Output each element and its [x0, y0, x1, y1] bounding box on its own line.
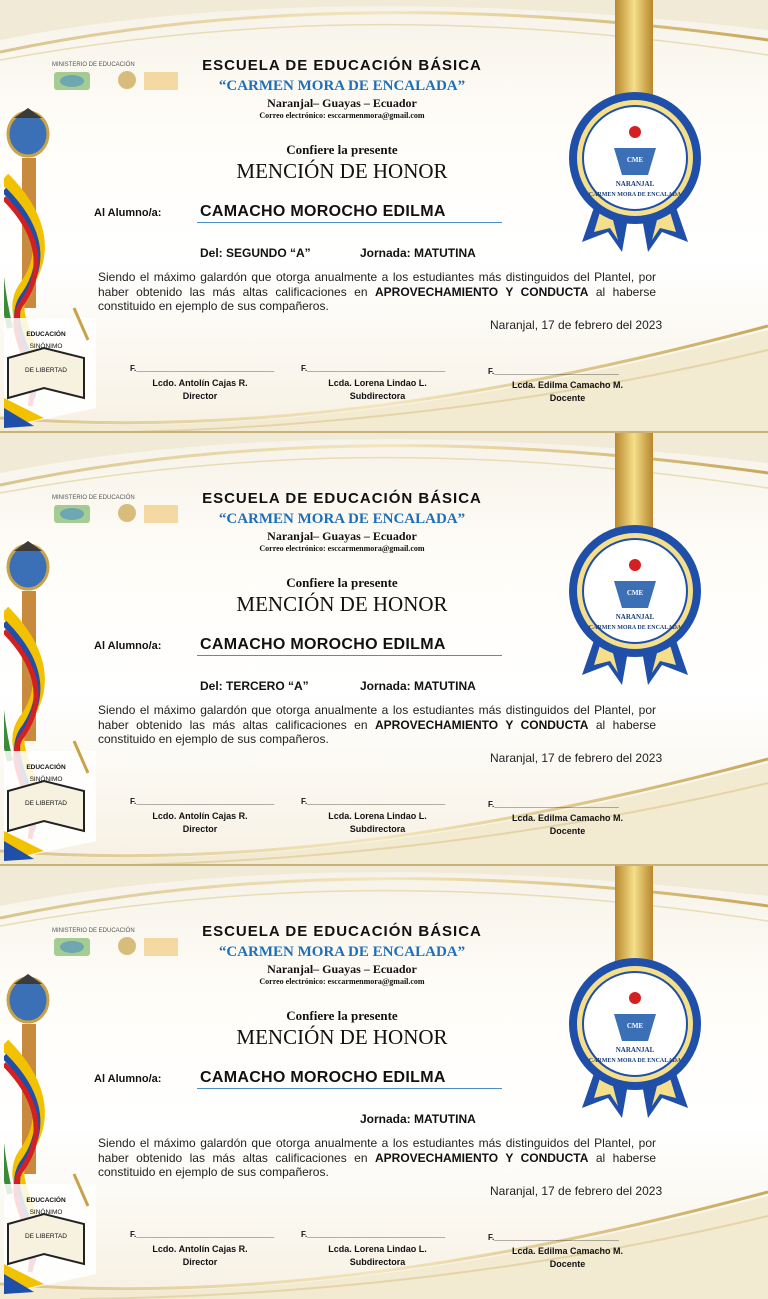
signature-line-subdirector: F._______________________________	[301, 1230, 446, 1239]
svg-text:CME: CME	[626, 1022, 644, 1030]
signature-director: Lcdo. Antolín Cajas R. Director	[152, 1244, 248, 1267]
svg-text:NARANJAL: NARANJAL	[615, 1046, 655, 1054]
confiere-text: Confiere la presente	[286, 142, 398, 157]
course-grade: Del: TERCERO “A”	[200, 679, 309, 693]
student-name: CAMACHO MOROCHO EDILMA	[200, 1069, 446, 1086]
signature-line-subdirector: F._______________________________	[301, 797, 446, 806]
student-name: CAMACHO MOROCHO EDILMA	[200, 203, 446, 220]
svg-text:EDUCACIÓN: EDUCACIÓN	[26, 764, 66, 771]
issue-date: Naranjal, 17 de febrero del 2023	[490, 751, 663, 765]
signature-line-teacher: F.____________________________	[488, 367, 619, 376]
signature-teacher: Lcda. Edilma Camacho M. Docente	[511, 813, 624, 836]
student-name: CAMACHO MOROCHO EDILMA	[200, 636, 446, 653]
honor-medal	[560, 866, 710, 1126]
school-name: “CARMEN MORA DE ENCALADA”	[218, 511, 466, 527]
svg-text:NARANJAL: NARANJAL	[615, 613, 655, 621]
signature-line-teacher: F.____________________________	[488, 1233, 619, 1242]
honor-medal	[560, 0, 710, 260]
shift: Jornada: MATUTINA	[360, 246, 476, 260]
svg-text:MINISTERIO DE EDUCACIÓN: MINISTERIO DE EDUCACIÓN	[52, 62, 135, 68]
signature-director: Lcdo. Antolín Cajas R. Director	[152, 811, 248, 834]
award-body: Siendo el máximo galardón que otorga anualmente a los estudiantes más distinguidos del Plantel, por haber obtenido las más altas calificaciones en APROVECHAMIENTO Y CONDUCTA al haberse constituido en ejemplo de sus compañeros.	[98, 1136, 656, 1179]
honor-medal	[560, 433, 710, 693]
shift: Jornada: MATUTINA	[360, 679, 476, 693]
school-email: Correo electrónico: esccarmenmora@gmail.com	[259, 544, 425, 553]
shift: Jornada: MATUTINA	[360, 1112, 476, 1126]
svg-text:SINÓNIMO: SINÓNIMO	[29, 1209, 63, 1216]
student-label: Al Alumno/a:	[94, 1073, 162, 1085]
school-location: Naranjal– Guayas – Ecuador	[267, 96, 417, 110]
svg-text:EDUCACIÓN: EDUCACIÓN	[26, 1197, 66, 1204]
award-body: Siendo el máximo galardón que otorga anualmente a los estudiantes más distinguidos del Plantel, por haber obtenido las más altas calificaciones en APROVECHAMIENTO Y CONDUCTA al haberse constituido en ejemplo de sus compañeros.	[98, 270, 656, 313]
school-email: Correo electrónico: esccarmenmora@gmail.com	[259, 977, 425, 986]
signature-director: Lcdo. Antolín Cajas R. Director	[152, 378, 248, 401]
confiere-text: Confiere la presente	[286, 575, 398, 590]
signature-line-director: F._______________________________	[130, 364, 275, 373]
svg-text:NARANJAL: NARANJAL	[615, 180, 655, 188]
signature-subdirector: Lcda. Lorena Lindao L. Subdirectora	[328, 1244, 427, 1267]
confiere-text: Confiere la presente	[286, 1008, 398, 1023]
certificate	[0, 0, 768, 433]
signature-line-director: F._______________________________	[130, 1230, 275, 1239]
svg-text:MINISTERIO DE EDUCACIÓN: MINISTERIO DE EDUCACIÓN	[52, 495, 135, 501]
school-location: Naranjal– Guayas – Ecuador	[267, 962, 417, 976]
svg-text:CME: CME	[626, 156, 644, 164]
school-title: ESCUELA DE EDUCACIÓN BÁSICA	[202, 57, 482, 74]
svg-text:MINISTERIO DE EDUCACIÓN: MINISTERIO DE EDUCACIÓN	[52, 928, 135, 934]
signature-subdirector: Lcda. Lorena Lindao L. Subdirectora	[328, 811, 427, 834]
signature-teacher: Lcda. Edilma Camacho M. Docente	[511, 380, 624, 403]
award-title: MENCIÓN DE HONOR	[236, 1025, 448, 1049]
student-name-underline	[197, 222, 502, 223]
svg-text:CARMEN MORA DE ENCALADA: CARMEN MORA DE ENCALADA	[588, 192, 682, 198]
certificate	[0, 433, 768, 866]
svg-text:DE LIBERTAD: DE LIBERTAD	[24, 800, 68, 807]
issue-date: Naranjal, 17 de febrero del 2023	[490, 1184, 663, 1198]
school-location: Naranjal– Guayas – Ecuador	[267, 529, 417, 543]
school-name: “CARMEN MORA DE ENCALADA”	[218, 944, 466, 960]
issue-date: Naranjal, 17 de febrero del 2023	[490, 318, 663, 332]
course-grade: Del: SEGUNDO “A”	[200, 246, 311, 260]
school-title: ESCUELA DE EDUCACIÓN BÁSICA	[202, 490, 482, 507]
svg-text:SINÓNIMO: SINÓNIMO	[29, 343, 63, 350]
award-body: Siendo el máximo galardón que otorga anualmente a los estudiantes más distinguidos del Plantel, por haber obtenido las más altas calificaciones en APROVECHAMIENTO Y CONDUCTA al haberse constituido en ejemplo de sus compañeros.	[98, 703, 656, 746]
svg-text:CARMEN MORA DE ENCALADA: CARMEN MORA DE ENCALADA	[588, 1058, 682, 1064]
svg-text:CME: CME	[626, 589, 644, 597]
svg-text:EDUCACIÓN: EDUCACIÓN	[26, 331, 66, 338]
award-title: MENCIÓN DE HONOR	[236, 592, 448, 616]
svg-text:SINÓNIMO: SINÓNIMO	[29, 776, 63, 783]
student-label: Al Alumno/a:	[94, 207, 162, 219]
certificate	[0, 866, 768, 1299]
school-title: ESCUELA DE EDUCACIÓN BÁSICA	[202, 923, 482, 940]
signature-subdirector: Lcda. Lorena Lindao L. Subdirectora	[328, 378, 427, 401]
svg-text:DE LIBERTAD: DE LIBERTAD	[24, 1233, 68, 1240]
award-title: MENCIÓN DE HONOR	[236, 159, 448, 183]
student-name-underline	[197, 1088, 502, 1089]
student-name-underline	[197, 655, 502, 656]
signature-line-subdirector: F._______________________________	[301, 364, 446, 373]
svg-text:CARMEN MORA DE ENCALADA: CARMEN MORA DE ENCALADA	[588, 625, 682, 631]
signature-teacher: Lcda. Edilma Camacho M. Docente	[511, 1246, 624, 1269]
school-name: “CARMEN MORA DE ENCALADA”	[218, 78, 466, 94]
student-label: Al Alumno/a:	[94, 640, 162, 652]
signature-line-teacher: F.____________________________	[488, 800, 619, 809]
signature-line-director: F._______________________________	[130, 797, 275, 806]
svg-text:DE LIBERTAD: DE LIBERTAD	[24, 367, 68, 374]
school-email: Correo electrónico: esccarmenmora@gmail.com	[259, 111, 425, 120]
